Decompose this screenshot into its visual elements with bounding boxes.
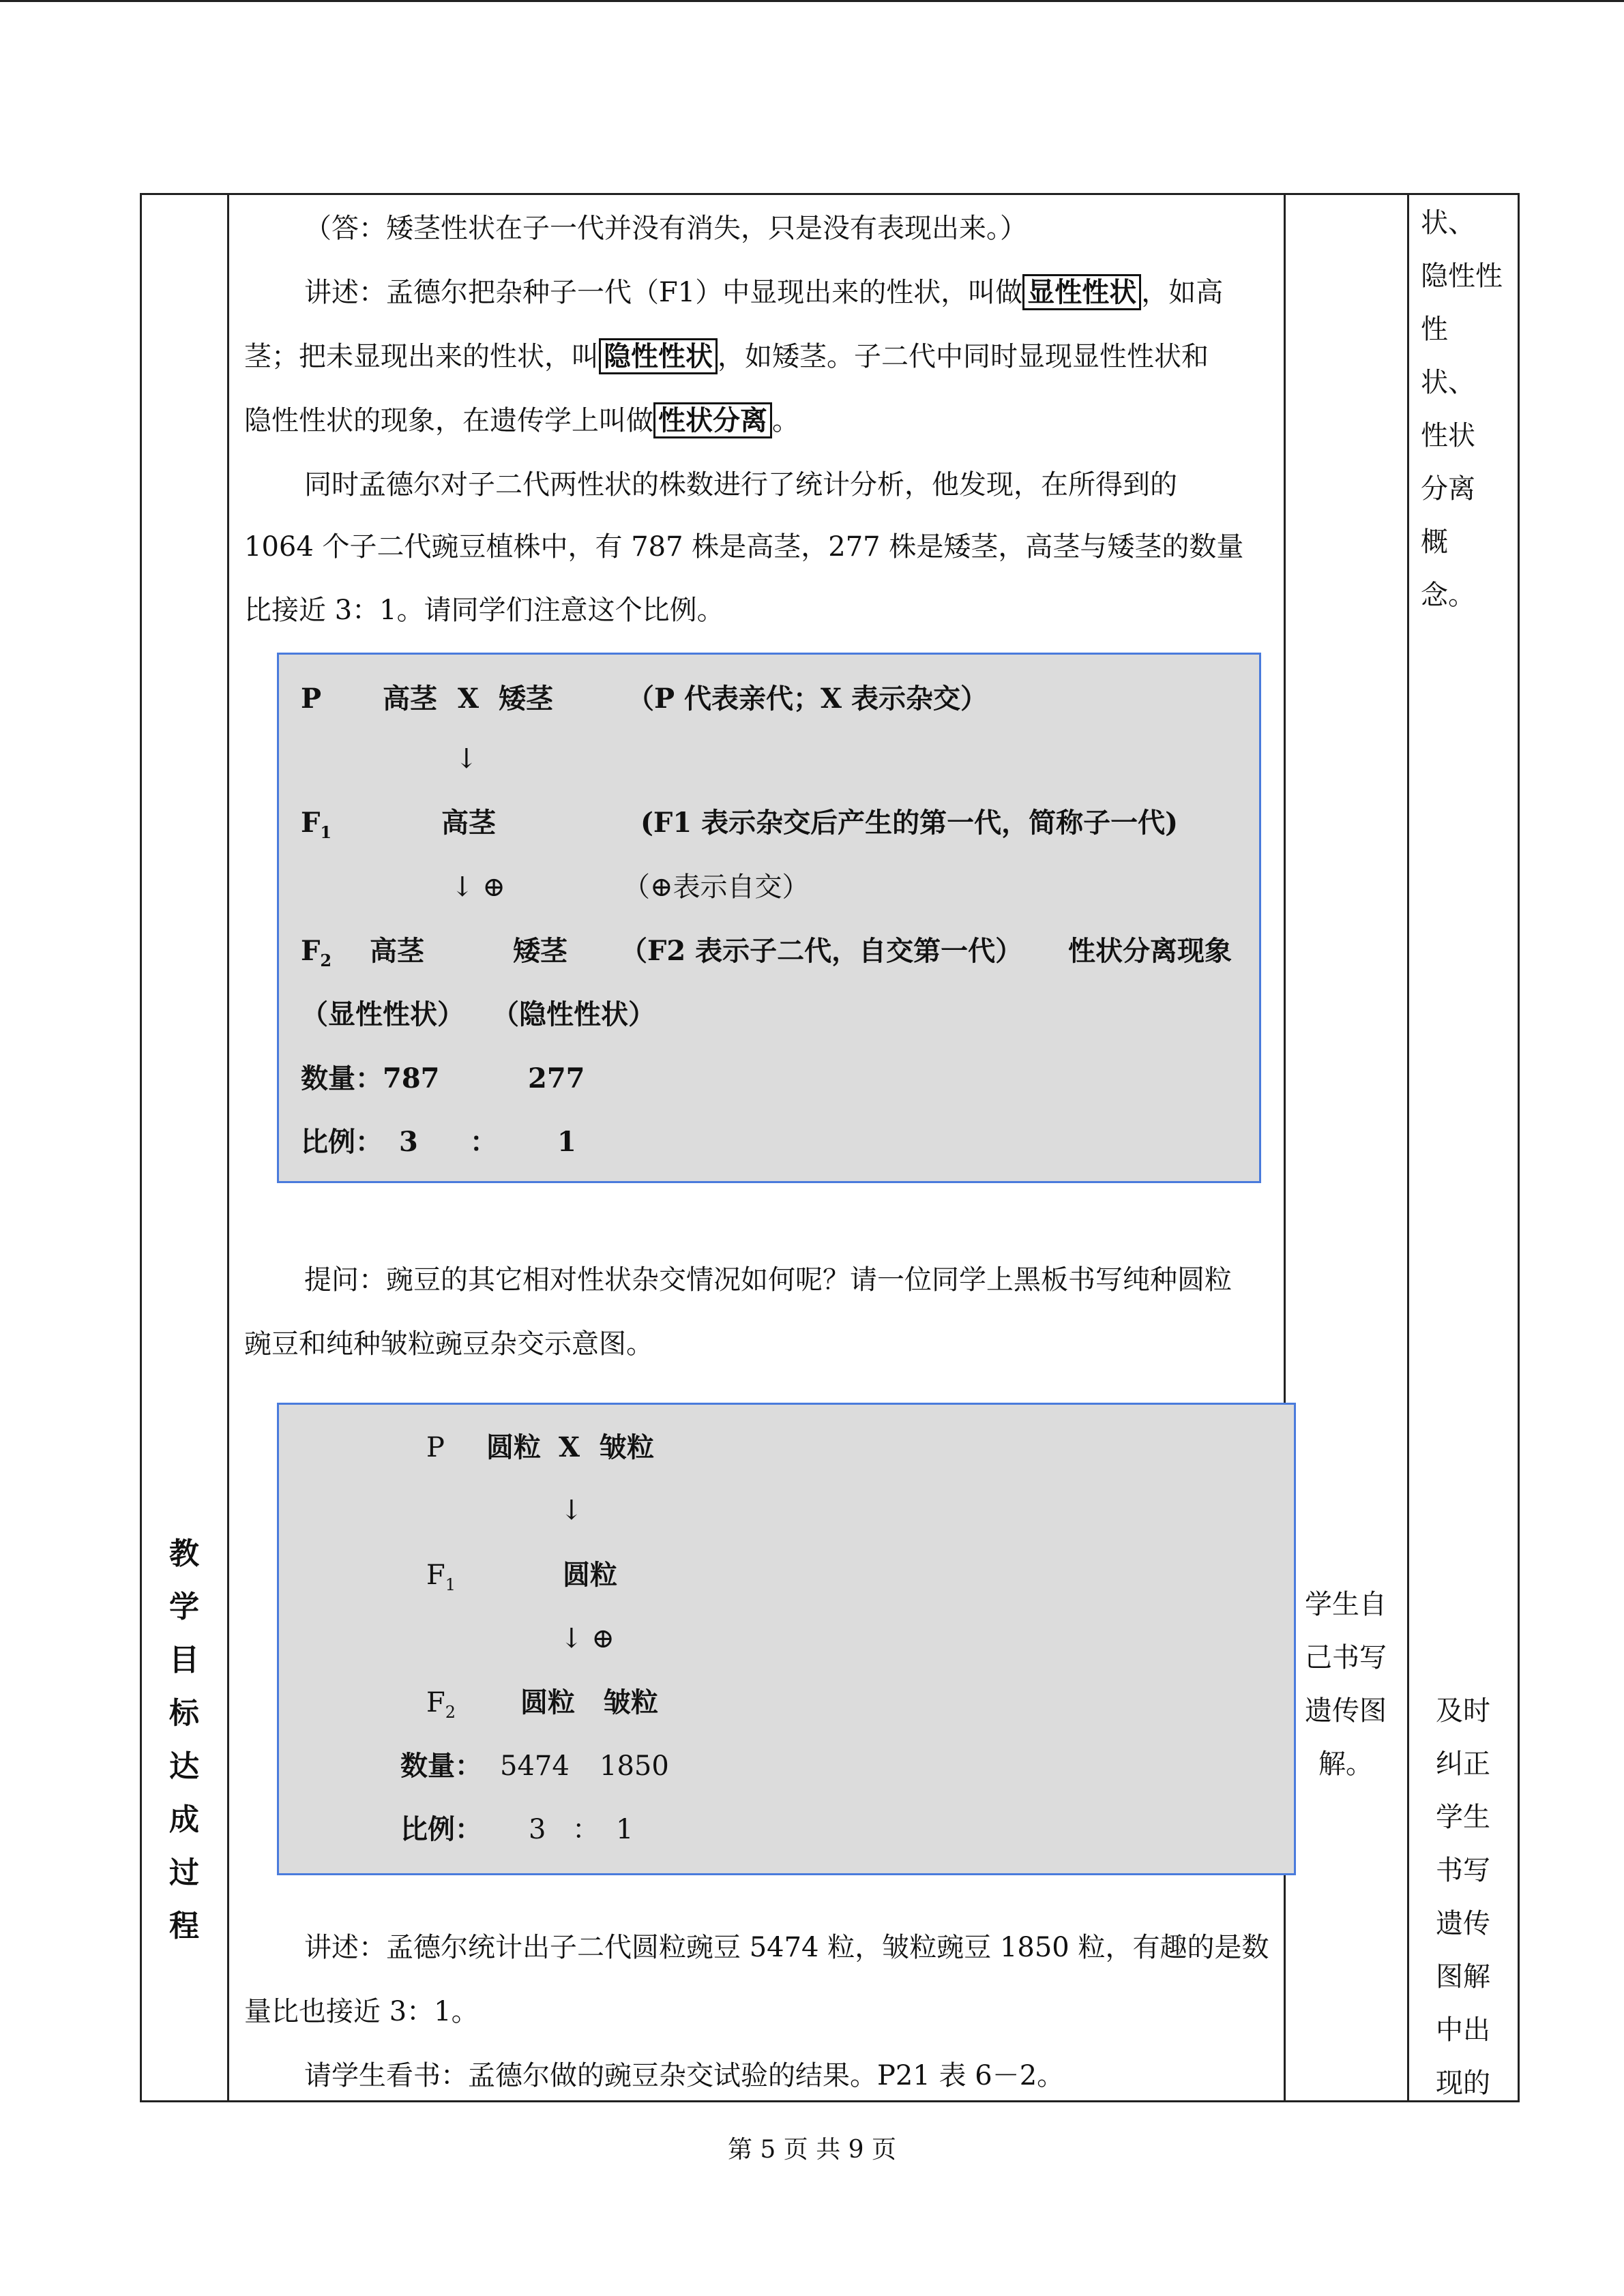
student-activity-line: 己书写 (1305, 1642, 1387, 1673)
cross-diagram-seed-shape (277, 1403, 1296, 1875)
statistics-line-2: 1064 个子二代豌豆植株中，有 787 株是高茎，277 株是矮茎，高茎与矮茎的数量 (244, 531, 1244, 563)
intent-line: 书写 (1436, 1855, 1490, 1886)
question-line-2: 豌豆和纯种皱粒豌豆杂交示意图。 (244, 1328, 653, 1360)
heading-char: 学 (169, 1590, 199, 1624)
design-intent-bottom-cell (1411, 1684, 1515, 2110)
text-run: 隐性性状的现象，在遗传学上叫做 (244, 405, 653, 436)
ratio-colon: ： (470, 1126, 497, 1158)
table-divider-1 (227, 193, 229, 2102)
count-wrinkled: 1850 (600, 1750, 669, 1782)
heading-char: 教 (169, 1536, 199, 1571)
f2-subscript: 2 (320, 951, 332, 970)
answer-text: （答：矮茎性状在子一代并没有消失，只是没有表现出来。） (304, 213, 1027, 244)
student-activity-line: 遗传图 (1305, 1695, 1387, 1727)
down-arrow-icon: ↓ (560, 1495, 583, 1526)
generation-f2-label (301, 934, 331, 978)
text-run: 讲述：孟德尔把杂种子一代（F1）中显现出来的性状，叫做 (304, 277, 1023, 308)
intent-line: 分离 (1421, 473, 1475, 505)
ratio-round: 3 (529, 1814, 546, 1845)
narration-line-1 (244, 260, 1334, 325)
selfing-arrow-icon: ↓ ⊕ (560, 1623, 615, 1654)
parent-wrinkled: 皱粒 (600, 1431, 654, 1463)
selfing-note: （⊕表示自交） (623, 871, 810, 903)
count-short: 277 (528, 1062, 585, 1094)
text-run: ，如矮茎。子二代中同时显现显性性状和 (718, 341, 1209, 372)
heading-char: 目 (169, 1643, 199, 1678)
f2-subscript: 2 (445, 1703, 456, 1722)
f1-note: (F1 表示杂交后产生的第一代，简称子一代) (640, 807, 1179, 839)
ratio-label: 比例： (301, 1126, 383, 1158)
column-heading-teaching-process (143, 1527, 225, 1953)
page-top-border (0, 0, 1624, 2)
intent-line: 状、 (1421, 367, 1475, 398)
intent-line: 纠正 (1436, 1748, 1490, 1780)
cross-diagram-stem-height (277, 653, 1261, 1183)
dominant-trait-label: （显性性状） (301, 998, 464, 1030)
generation-p-label: P (301, 683, 322, 715)
ratio-wrinkled: 1 (616, 1814, 634, 1845)
ratio-recessive: 1 (557, 1126, 576, 1158)
heading-char: 过 (169, 1855, 199, 1890)
text-run: ，如高 (1141, 277, 1224, 308)
ratio-colon: ： (572, 1814, 600, 1845)
f1-round: 圆粒 (563, 1559, 617, 1591)
count-round: 5474 (500, 1750, 570, 1782)
f2-tall: 高茎 (370, 935, 424, 967)
question-line-1: 提问：豌豆的其它相对性状杂交情况如何呢？请一位同学上黑板书写纯种圆粒 (304, 1264, 1232, 1296)
term-dominant-trait: 显性性状 (1022, 274, 1141, 310)
f2-round: 圆粒 (520, 1686, 575, 1718)
intent-line: 及时 (1436, 1695, 1490, 1727)
heading-char: 成 (169, 1802, 199, 1837)
ratio-dominant: 3 (399, 1126, 418, 1158)
table-divider-3 (1407, 193, 1409, 2102)
f1-subscript: 1 (320, 822, 332, 842)
generation-f2-label (426, 1686, 456, 1729)
f2-letter: F (301, 935, 321, 967)
generation-f1-label (426, 1558, 456, 1602)
intent-line: 图解 (1436, 1961, 1490, 1993)
summary-line-1: 讲述：孟德尔统计出子二代圆粒豌豆 5474 粒，皱粒豌豆 1850 粒，有趣的是数 (304, 1932, 1269, 1963)
selfing-arrow-icon: ↓ ⊕ (451, 871, 505, 903)
table-border-right (1518, 193, 1520, 2102)
f1-tall: 高茎 (441, 807, 496, 839)
narration-line-2 (244, 325, 1274, 389)
intent-line: 遗传 (1436, 1908, 1490, 1939)
answer-paragraph (244, 196, 1334, 260)
heading-char: 程 (169, 1909, 199, 1943)
page-number-footer: 第 5 页 共 9 页 (727, 2136, 897, 2164)
student-activity-cell (1287, 1578, 1404, 1791)
student-activity-line: 解。 (1318, 1748, 1373, 1780)
generation-p-label: P (426, 1432, 445, 1463)
f1-letter: F (426, 1560, 445, 1591)
intent-line: 中出 (1436, 2014, 1490, 2046)
f2-wrinkled: 皱粒 (604, 1686, 658, 1718)
intent-line: 概 (1421, 526, 1448, 558)
intent-line: 隐性性 (1421, 260, 1503, 292)
count-tall: 数量：787 (301, 1062, 440, 1094)
table-border-left (140, 193, 142, 2102)
narration-line-3 (244, 389, 1274, 453)
f2-short: 矮茎 (513, 935, 567, 967)
intent-line: 状、 (1421, 207, 1475, 239)
intent-line: 学生 (1436, 1802, 1490, 1833)
parent-short: 矮茎 (499, 683, 553, 715)
text-run: 茎；把未显现出来的性状，叫 (244, 341, 599, 372)
intent-line: 念。 (1421, 580, 1475, 611)
heading-char: 标 (169, 1696, 199, 1731)
text-run: 。 (772, 405, 799, 436)
term-trait-segregation: 性状分离 (653, 402, 772, 438)
segregation-phenomenon-label: 性状分离现象 (1068, 935, 1232, 967)
f2-letter: F (426, 1687, 445, 1718)
intent-line: 现的 (1436, 2068, 1490, 2099)
parent-note: （P 代表亲代；X 表示杂交） (627, 683, 988, 715)
heading-char: 达 (169, 1749, 199, 1784)
f1-subscript: 1 (445, 1575, 456, 1594)
table-top-border (140, 193, 1520, 195)
term-recessive-trait: 隐性性状 (599, 338, 718, 374)
summary-line-2: 量比也接近 3：1。 (244, 1996, 479, 2027)
count-label: 数量： (400, 1750, 482, 1782)
design-intent-top-cell (1411, 196, 1503, 622)
student-activity-line: 学生自 (1305, 1589, 1387, 1620)
f1-letter: F (301, 807, 321, 839)
ratio-label: 比例： (400, 1813, 482, 1845)
generation-f1-label (301, 806, 331, 850)
statistics-line-1: 同时孟德尔对子二代两性状的株数进行了统计分析，他发现，在所得到的 (304, 469, 1177, 501)
down-arrow-icon: ↓ (455, 743, 478, 775)
parent-round: 圆粒 (486, 1431, 541, 1463)
statistics-line-3: 比接近 3：1。请同学们注意这个比例。 (244, 595, 724, 626)
parent-tall: 高茎 (383, 683, 437, 715)
cross-symbol: X (559, 1431, 580, 1463)
intent-line: 性 (1421, 314, 1448, 345)
cross-symbol: X (458, 683, 479, 715)
reading-instruction: 请学生看书：孟德尔做的豌豆杂交试验的结果。P21 表 6－2。 (304, 2060, 1065, 2091)
f2-note: （F2 表示子二代，自交第一代） (620, 935, 1023, 967)
intent-line: 性状 (1421, 420, 1475, 451)
recessive-trait-label: （隐性性状） (492, 998, 655, 1030)
